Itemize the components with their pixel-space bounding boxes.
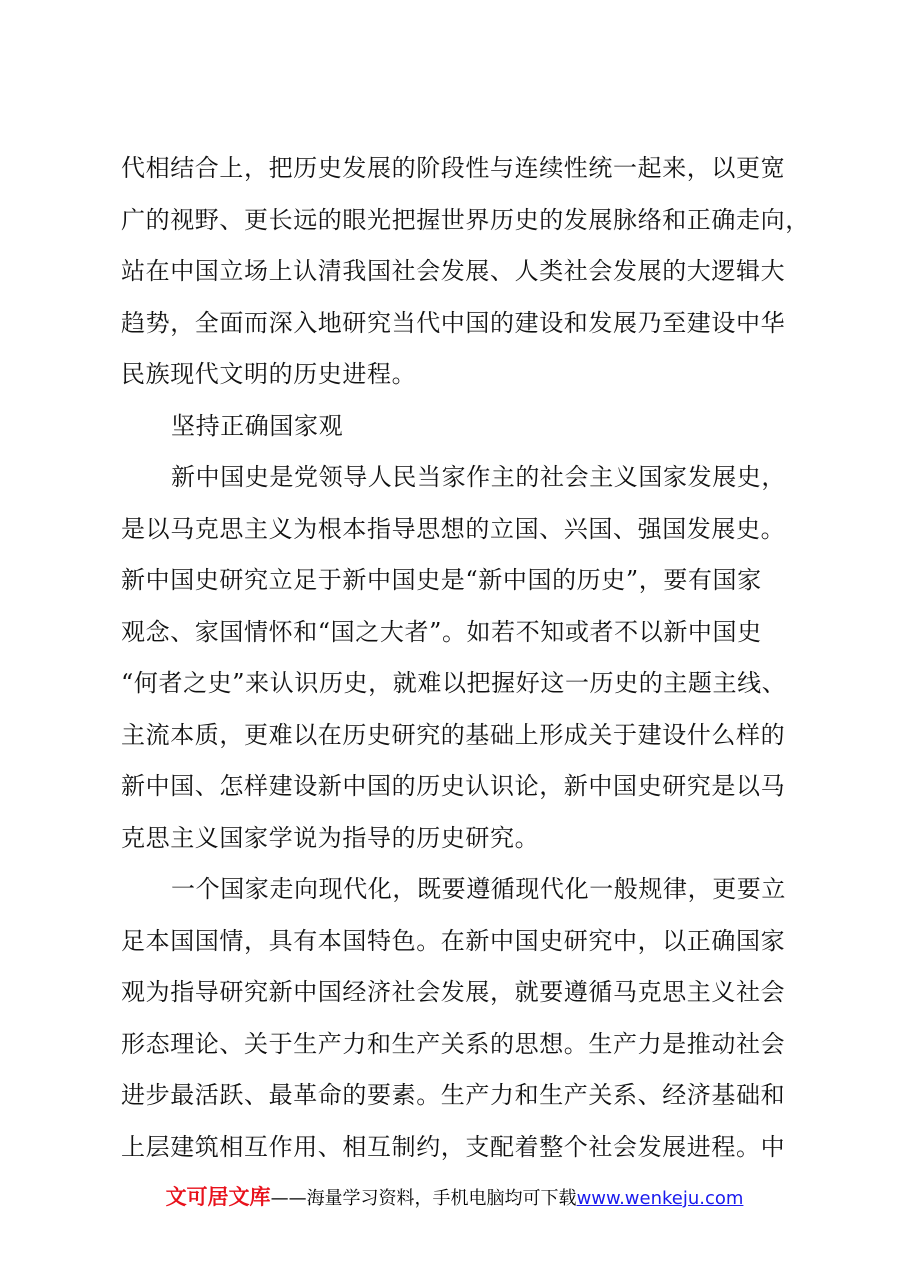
page-footer	[0, 1181, 909, 1211]
footer-site-link[interactable]: www.wenkeju.com	[576, 1188, 744, 1209]
document-body	[121, 143, 810, 1173]
text-line: 趋势，全面而深入地研究当代中国的建设和发展乃至建设中华	[121, 308, 786, 337]
text-line: 新中国史是党领导人民当家作主的社会主义国家发展史，	[171, 463, 786, 491]
text-line: 民族现代文明的历史进程。	[121, 360, 417, 388]
text-line: 新中国、怎样建设新中国的历史认识论，新中国史研究是以马	[121, 772, 786, 800]
text-line: 形态理论、关于生产力和生产关系的思想。生产力是推动社会	[121, 1029, 786, 1058]
footer-tagline: ——海量学习资料，手机电脑均可下载	[270, 1188, 577, 1209]
text-line: “何者之史”来认识历史，就难以把握好这一历史的主题主线、	[121, 669, 787, 697]
text-line: 一个国家走向现代化，既要遵循现代化一般规律，更要立	[171, 875, 786, 903]
text-line: 广的视野、更长远的眼光把握世界历史的发展脉络和正确走向，	[121, 205, 810, 234]
text-line: 代相结合上，把历史发展的阶段性与连续性统一起来，以更宽	[121, 154, 786, 182]
text-line: 上层建筑相互作用、相互制约，支配着整个社会发展进程。中	[121, 1132, 786, 1161]
text-line: 进步最活跃、最革命的要素。生产力和生产关系、经济基础和	[121, 1081, 786, 1109]
text-line: 克思主义国家学说为指导的历史研究。	[121, 823, 540, 852]
text-line: 站在中国立场上认清我国社会发展、人类社会发展的大逻辑大	[121, 257, 786, 285]
text-line: 足本国国情，具有本国特色。在新中国史研究中，以正确国家	[121, 926, 786, 955]
text-line: 主流本质，更难以在历史研究的基础上形成关于建设什么样的	[121, 720, 786, 749]
text-line: 观为指导研究新中国经济社会发展，就要遵循马克思主义社会	[121, 978, 786, 1006]
text-line: 是以马克思主义为根本指导思想的立国、兴国、强国发展史。	[121, 514, 786, 543]
footer-brand: 文可居文库	[165, 1185, 271, 1209]
text-line: 观念、家国情怀和“国之大者”。如若不知或者不以新中国史	[121, 617, 762, 646]
text-line: 新中国史研究立足于新中国史是“新中国的历史”，要有国家	[121, 566, 762, 594]
section-heading: 坚持正确国家观	[171, 411, 344, 440]
